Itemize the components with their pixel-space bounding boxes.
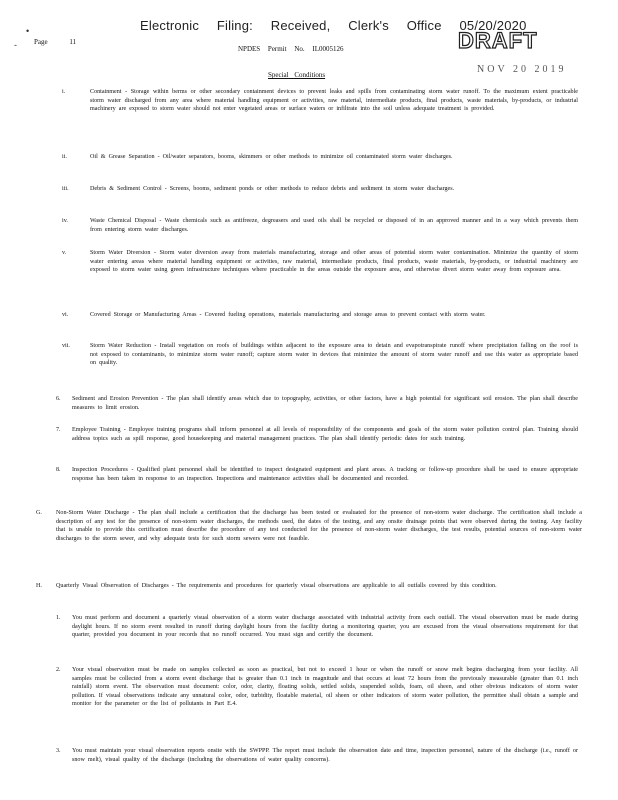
list-item: iv. Waste Chemical Disposal - Waste chemicals such as antifreeze, degreasers and used oils shall be recycled or disposed of in an approved manner and in a way which prevents them from entering storm water discharges. (62, 218, 578, 233)
list-item: 7. Employee Training - Employee training programs shall inform personnel at all levels of responsibility of the components and goals of the storm water pollution control plan. Training should address topics such as spill response, good housekeeping and material management practices. The plan shall identify periodic dates for such training. (56, 427, 578, 442)
list-item: 1. You must perform and document a quarterly visual observation of a storm water discharge associated with industrial activity from each outfall. The visual observation must be made during daylight hours. If no storm event resulted in runoff during daylight hours from the facility during a monitoring quarter, you are excused from the visual observations requirement for that quarter, provided you document in your records that no runoff occurred. You must sign and certify the document. (56, 615, 578, 639)
permit-number: NPDES Permit No. IL0005126 (238, 45, 344, 53)
list-item: 8. Inspection Procedures - Qualified plant personnel shall be identified to inspect designated equipment and plant areas. A tracking or follow-up procedure shall be used to ensure appropriate response has been taken in response to an inspection. Inspections and maintenance activities shall be documented and recorded. (56, 467, 578, 482)
section-item: H. Quarterly Visual Observation of Discharges - The requirements and procedures for quarterly visual observations are applicable to all outfalls covered by this condition. (36, 583, 497, 589)
filing-header: Electronic Filing: Received, Clerk's Office 05/20/2020 (140, 18, 527, 33)
list-item: 2. Your visual observation must be made on samples collected as soon as practical, but not to exceed 1 hour or when the runoff or snow melt begins discharging from your facility. All samples must be collected from a storm event discharge that is greater than 0.1 inch in magnitude and that occurs at least 72 hours from the previously measurable (greater than 0.1 inch rainfall) storm event. The observation must document: color, odor, clarity, floating solids, settled solids, suspended solids, foam, oil sheen, and other obvious indicators of storm water pollution. If visual observations indicate any unnatural color, odor, turbidity, floatable material, oil sheen or other indicators of storm water pollution, the permittee shall obtain a sample and monitor for the parameter or the list of pollutants in Part E.4. (56, 667, 578, 708)
page-number: Page 11 (34, 38, 77, 46)
section-title: Special Conditions (268, 71, 326, 79)
scan-dot: • (26, 26, 30, 36)
list-item: vii. Storm Water Reduction - Install vegetation on roofs of buildings within adjacent to the exposure area to detain and evapotranspirate runoff where precipitation falling on the roof is not exposed to contaminants, to minimize storm water runoff; capture storm water in devices that minimize the amount of storm water runoff and use this water as appropriate based on quality. (62, 343, 578, 367)
draft-stamp: DRAFT (458, 28, 538, 53)
list-item: i. Containment - Storage within berms or other secondary containment devices to prevent leaks and spills from contaminating storm water runoff. To the maximum extent practicable storm water discharged from any area where material handling equipment or activities, raw material, intermediate products, final products, waste materials, by-products, or industrial machinery are exposed to storm water should not enter vegetated areas or surface waters or infiltrate into the soil unless adequate treatment is provided. (62, 89, 578, 113)
list-item: iii. Debris & Sediment Control - Screens, booms, sediment ponds or other methods to reduce debris and sediment in storm water discharges. (62, 186, 455, 192)
list-item: v. Storm Water Diversion - Storm water diversion away from materials manufacturing, storage and other areas of potential storm water contamination. Minimize the quantity of storm water entering areas where material handling equipment or activities, raw material, intermediate products, final products, waste materials, by-products, or industrial machinery are exposed to storm water using green infrastructure techniques where practicable in the areas outside the exposure area, and otherwise divert storm water away from exposure area. (62, 250, 578, 274)
scan-dot: - (14, 40, 17, 50)
stamp-date: NOV 20 2019 (477, 64, 567, 75)
section-item: G. Non-Storm Water Discharge - The plan shall include a certification that the discharge has been tested or evaluated for the presence of non-storm water discharge. The certification shall include a description of any test for the presence of non-storm water discharges, the methods used, the dates of the testing, and any onsite drainage points that were observed during the testing. Any facility that is unable to provide this certification must describe the procedure of any test conducted for the presence of non-storm water discharges, the test results, potential sources of non-storm water discharges to the storm sewer, and why adequate tests for such storm sewers were not feasible. (36, 510, 582, 542)
list-item: ii. Oil & Grease Separation - Oil/water separators, booms, skimmers or other methods to minimize oil contaminated storm water discharges. (62, 154, 453, 160)
list-item: 3. You must maintain your visual observation reports onsite with the SWPPP. The report must include the observation date and time, inspection personnel, nature of the discharge (i.e., runoff or snow melt), visual quality of the discharge (including the observations of water quality concerns). (56, 748, 578, 763)
list-item: 6. Sediment and Erosion Prevention - The plan shall identify areas which due to topography, activities, or other factors, have a high potential for significant soil erosion. The plan shall describe measures to limit erosion. (56, 396, 578, 411)
list-item: vi. Covered Storage or Manufacturing Areas - Covered fueling operations, materials manufacturing and storage areas to prevent contact with storm water. (62, 312, 486, 318)
